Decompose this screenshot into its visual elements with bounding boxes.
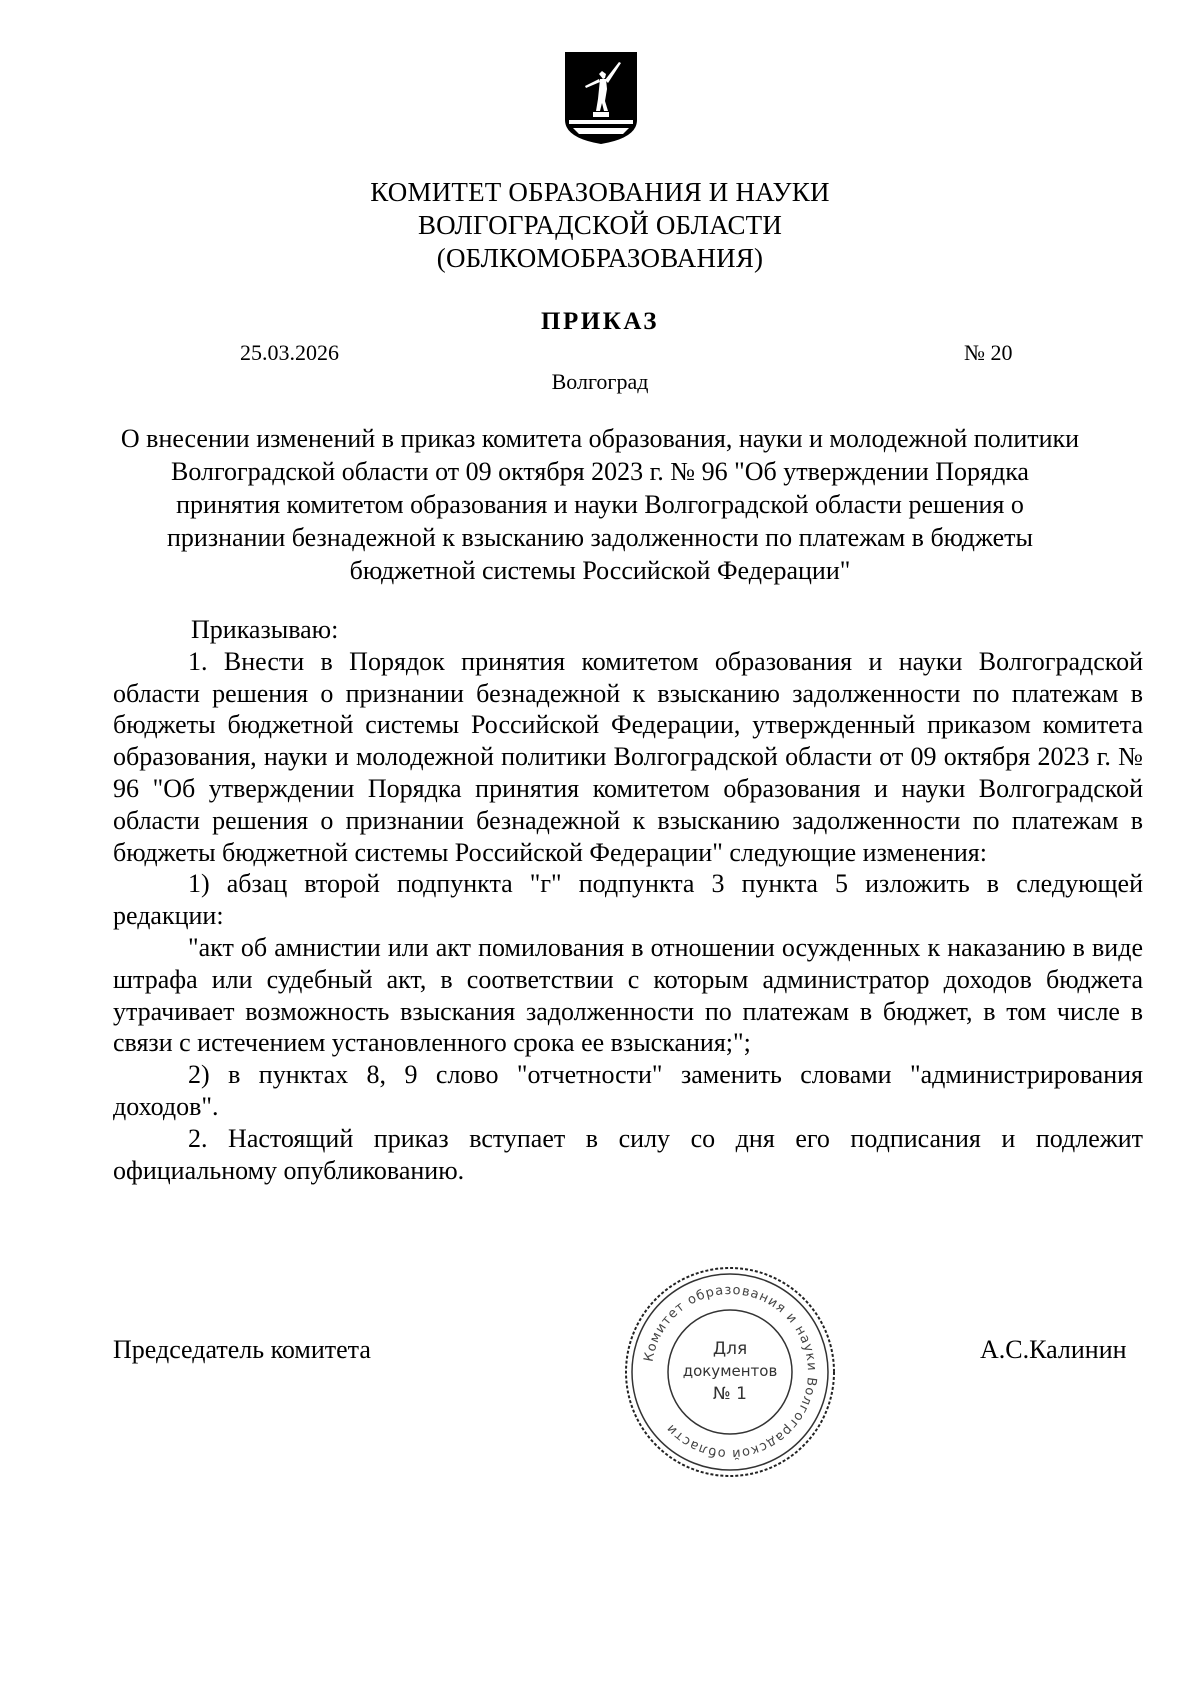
- paragraph-1-subitem-1: 1) абзац второй подпункта "г" подпункта 3 пункта 5 изложить в следующей редакции:: [113, 869, 1143, 931]
- seal-ring-text: Комитет образования и науки Волгоградской области: [641, 1282, 820, 1462]
- organization-abbreviation: (ОБЛКОМОБРАЗОВАНИЯ): [436, 243, 764, 273]
- document-subject: О внесении изменений в приказ комитета образования, науки и молодежной политики Волгоградской области от 09 октября 2023 г. № 96 "Об утверждении Порядка принятия комитетом образования и науки Волгоградской области решения о признании безнадежной к взысканию задолженности по платежам в бюджеты бюджетной системы Российской Федерации": [120, 424, 1080, 585]
- document-city: Волгоград: [551, 369, 649, 394]
- paragraph-1-subitem-1-quote: "акт об амнистии или акт помилования в отношении осужденных к наказанию в виде штрафа или судебный акт, в соответствии с которым администратор доходов бюджета утрачивает возможность взыскания задолженности по платежам в бюджет, в том числе в связи с истечением установленного срока ее взыскания;";: [113, 932, 1143, 1058]
- paragraph-1-subitem-2: 2) в пунктах 8, 9 слово "отчетности" заменить словами "администрирования доходов".: [113, 1060, 1143, 1121]
- signatory-position: Председатель комитета: [113, 1335, 371, 1364]
- document-type-title: ПРИКАЗ: [541, 308, 659, 335]
- seal-center-line-2: документов: [682, 1362, 778, 1380]
- organization-name-line-1: КОМИТЕТ ОБРАЗОВАНИЯ И НАУКИ: [370, 177, 830, 207]
- preamble: Приказываю:: [191, 615, 339, 644]
- signatory-name: А.С.Калинин: [980, 1335, 1127, 1364]
- seal-center-line-1: Для: [712, 1339, 748, 1359]
- paragraph-1: 1. Внести в Порядок принятия комитетом образования и науки Волгоградской области решения о признании безнадежной к взысканию задолженности по платежам в бюджеты бюджетной системы Российской Федерации, утвержденный приказом комитета образования, науки и молодежной политики Волгоградской области от 09 октября 2023 г. № 96 "Об утверждении Порядка принятия комитетом образования и науки Волгоградской области решения о признании безнадежной к взысканию задолженности по платежам в бюджеты бюджетной системы Российской Федерации" следующие изменения:: [113, 646, 1143, 867]
- document-body: [113, 614, 1143, 1186]
- official-seal-stamp: [620, 1262, 840, 1482]
- volgograd-coat-of-arms-icon: [563, 50, 639, 146]
- paragraph-2: 2. Настоящий приказ вступает в силу со дня его подписания и подлежит официальному опубликованию.: [113, 1123, 1143, 1185]
- document-date: 25.03.2026: [240, 340, 339, 365]
- seal-center-line-3: № 1: [713, 1384, 747, 1404]
- document-number: № 20: [964, 340, 1013, 365]
- organization-name-line-2: ВОЛГОГРАДСКОЙ ОБЛАСТИ: [417, 210, 783, 240]
